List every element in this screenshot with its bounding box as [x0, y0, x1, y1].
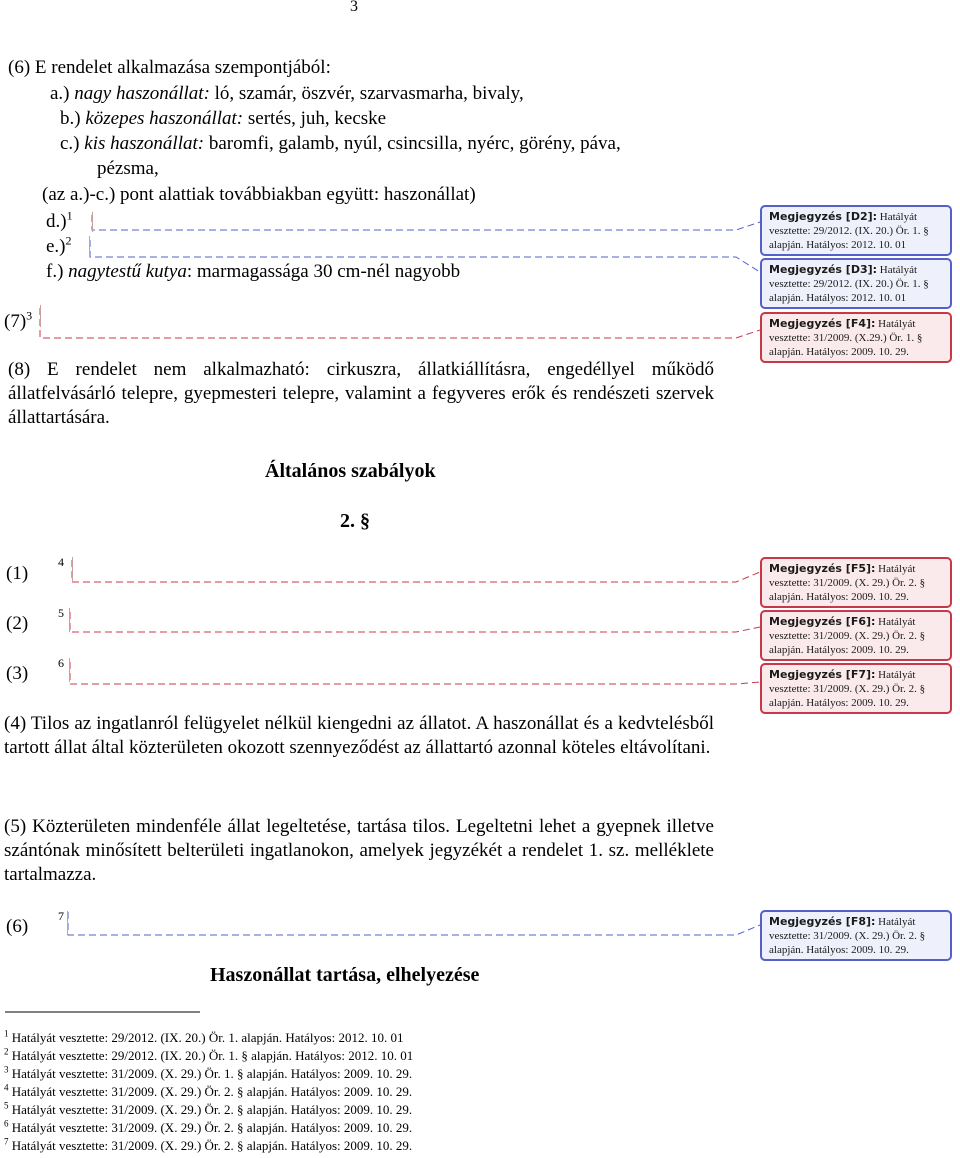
footnote-5: $^5$ Hatályát vesztette: 31/2009. (X. 29.) Ör. 2. § alapján. Hatályos: 2009. 10. 29. [4, 1100, 413, 1117]
list-item-e: e.)$^2$ [46, 233, 72, 257]
paragraph-2-5: (5) Közterületen mindenféle állat legeltetése, tartása tilos. Legeltetni lehet a gyepnek illetve szántónak minősített belterületi ingatlanokon, amelyek jegyzékét a rendelet 1. sz. melléklete tartalmazza. [4, 816, 714, 885]
section-heading-general-rules: Általános szabályok [265, 460, 436, 482]
connector-f5 [72, 560, 760, 582]
section-number: 2. § [340, 510, 370, 532]
comment-balloon-d2[interactable]: Megjegyzés [D2]: Hatályát vesztette: 29/2012. (IX. 20.) Ör. 1. § alapján. Hatályos: 2012. 10. 01 [760, 205, 952, 256]
paragraph-6-heading: (6) E rendelet alkalmazása szempontjából: [8, 57, 331, 78]
connector-f4 [40, 308, 760, 338]
connector-f6 [70, 612, 760, 632]
list-item-c: c.) kis haszonállat: baromfi, galamb, nyúl, csincsilla, nyérc, görény, páva, [60, 133, 621, 154]
paragraph-2-4: (4) Tilos az ingatlanról felügyelet nélkül kiengedni az állatot. A haszonállat és a kedvtelésből tartott állat által közterületen okozott szennyeződést az állattartó azonnal köteles eltávolítani. [4, 713, 714, 758]
list-item-f: f.) nagytestű kutya: marmagassága 30 cm-nél nagyobb [46, 261, 461, 282]
deleted-text-marker [67, 911, 68, 935]
deleted-text-marker [89, 236, 90, 256]
comment-balloon-f6[interactable]: Megjegyzés [F6]: Hatályát vesztette: 31/2009. (X. 29.) Ör. 2. § alapján. Hatályos: 2009. 10. 29. [760, 610, 952, 661]
comment-balloon-d3[interactable]: Megjegyzés [D3]: Hatályát vesztette: 29/2012. (IX. 20.) Ör. 1. § alapján. Hatályos: 2012. 10. 01 [760, 258, 952, 309]
deleted-text-marker [72, 557, 73, 581]
paragraph-7: $(7)^3$ [4, 308, 33, 332]
paragraph-2-1-label: (1) [6, 563, 29, 584]
section-heading-livestock: Haszonállat tartása, elhelyezése [210, 964, 480, 986]
paragraph-2-3-label: (3) [6, 663, 29, 684]
list-item-b: b.) közepes haszonállat: sertés, juh, kecske [60, 108, 387, 129]
footnote-ref-5: 5 [58, 606, 64, 620]
list-item-d: d.)$^1$ [46, 208, 73, 232]
comment-balloon-f8[interactable]: Megjegyzés [F8]: Hatályát vesztette: 31/2009. (X. 29.) Ör. 2. § alapján. Hatályos: 2009. 10. 29. [760, 910, 952, 961]
deleted-text-marker [40, 305, 41, 327]
footnote-6: $^6$ Hatályát vesztette: 31/2009. (X. 29.) Ör. 2. § alapján. Hatályos: 2009. 10. 29. [4, 1118, 413, 1135]
footnote-3: $^3$ Hatályát vesztette: 31/2009. (X. 29.) Ör. 1. § alapján. Hatályos: 2009. 10. 29. [4, 1064, 413, 1081]
footnote-2: $^2$ Hatályát vesztette: 29/2012. (IX. 20.) Ör. 1. § alapján. Hatályos: 2012. 10. 01 [4, 1046, 414, 1063]
comment-balloon-f7[interactable]: Megjegyzés [F7]: Hatályát vesztette: 31/2009. (X. 29.) Ör. 2. § alapján. Hatályos: 2009. 10. 29. [760, 663, 952, 714]
footnote-ref-4: 4 [58, 555, 64, 569]
list-item-c-continuation: pézsma, [97, 158, 159, 179]
comment-balloon-f4[interactable]: Megjegyzés [F4]: Hatályát vesztette: 31/2009. (X.29.) Ör. 1. § alapján. Hatályos: 2009. 10. 29. [760, 312, 952, 363]
paragraph-8: (8) E rendelet nem alkalmazható: cirkuszra, állatkiállításra, engedéllyel működő állatfelvásárló telepre, gyepmesteri telepre, valamint a fegyveres erők és rendészeti szervek állattartására. [8, 359, 714, 428]
deleted-text-marker [92, 212, 93, 232]
deleted-text-marker [69, 658, 70, 682]
page-number: 3 [350, 0, 358, 15]
footnote-7: $^7$ Hatályát vesztette: 31/2009. (X. 29.) Ör. 2. § alapján. Hatályos: 2009. 10. 29. [4, 1136, 413, 1153]
footnote-ref-7: 7 [58, 909, 64, 923]
footnote-1: $^1$ Hatályát vesztette: 29/2012. (IX. 20.) Ör. 1. alapján. Hatályos: 2012. 10. 01 [4, 1028, 404, 1045]
summary-line: (az a.)-c.) pont alattiak továbbiakban együtt: haszonállat) [42, 184, 476, 205]
deleted-text-marker [69, 608, 70, 632]
footnote-4: $^4$ Hatályát vesztette: 31/2009. (X. 29.) Ör. 2. § alapján. Hatályos: 2009. 10. 29. [4, 1082, 413, 1099]
connector-d2 [92, 215, 760, 230]
list-item-a: a.) nagy haszonállat: ló, szamár, öszvér, szarvasmarha, bivaly, [50, 83, 524, 104]
paragraph-2-6-label: (6) [6, 916, 29, 937]
paragraph-2-2-label: (2) [6, 613, 29, 634]
connector-f8 [68, 912, 760, 935]
footnote-ref-6: 6 [58, 656, 64, 670]
connector-f7 [70, 662, 760, 684]
comment-balloon-f5[interactable]: Megjegyzés [F5]: Hatályát vesztette: 31/2009. (X. 29.) Ör. 2. § alapján. Hatályos: 2009. 10. 29. [760, 557, 952, 608]
